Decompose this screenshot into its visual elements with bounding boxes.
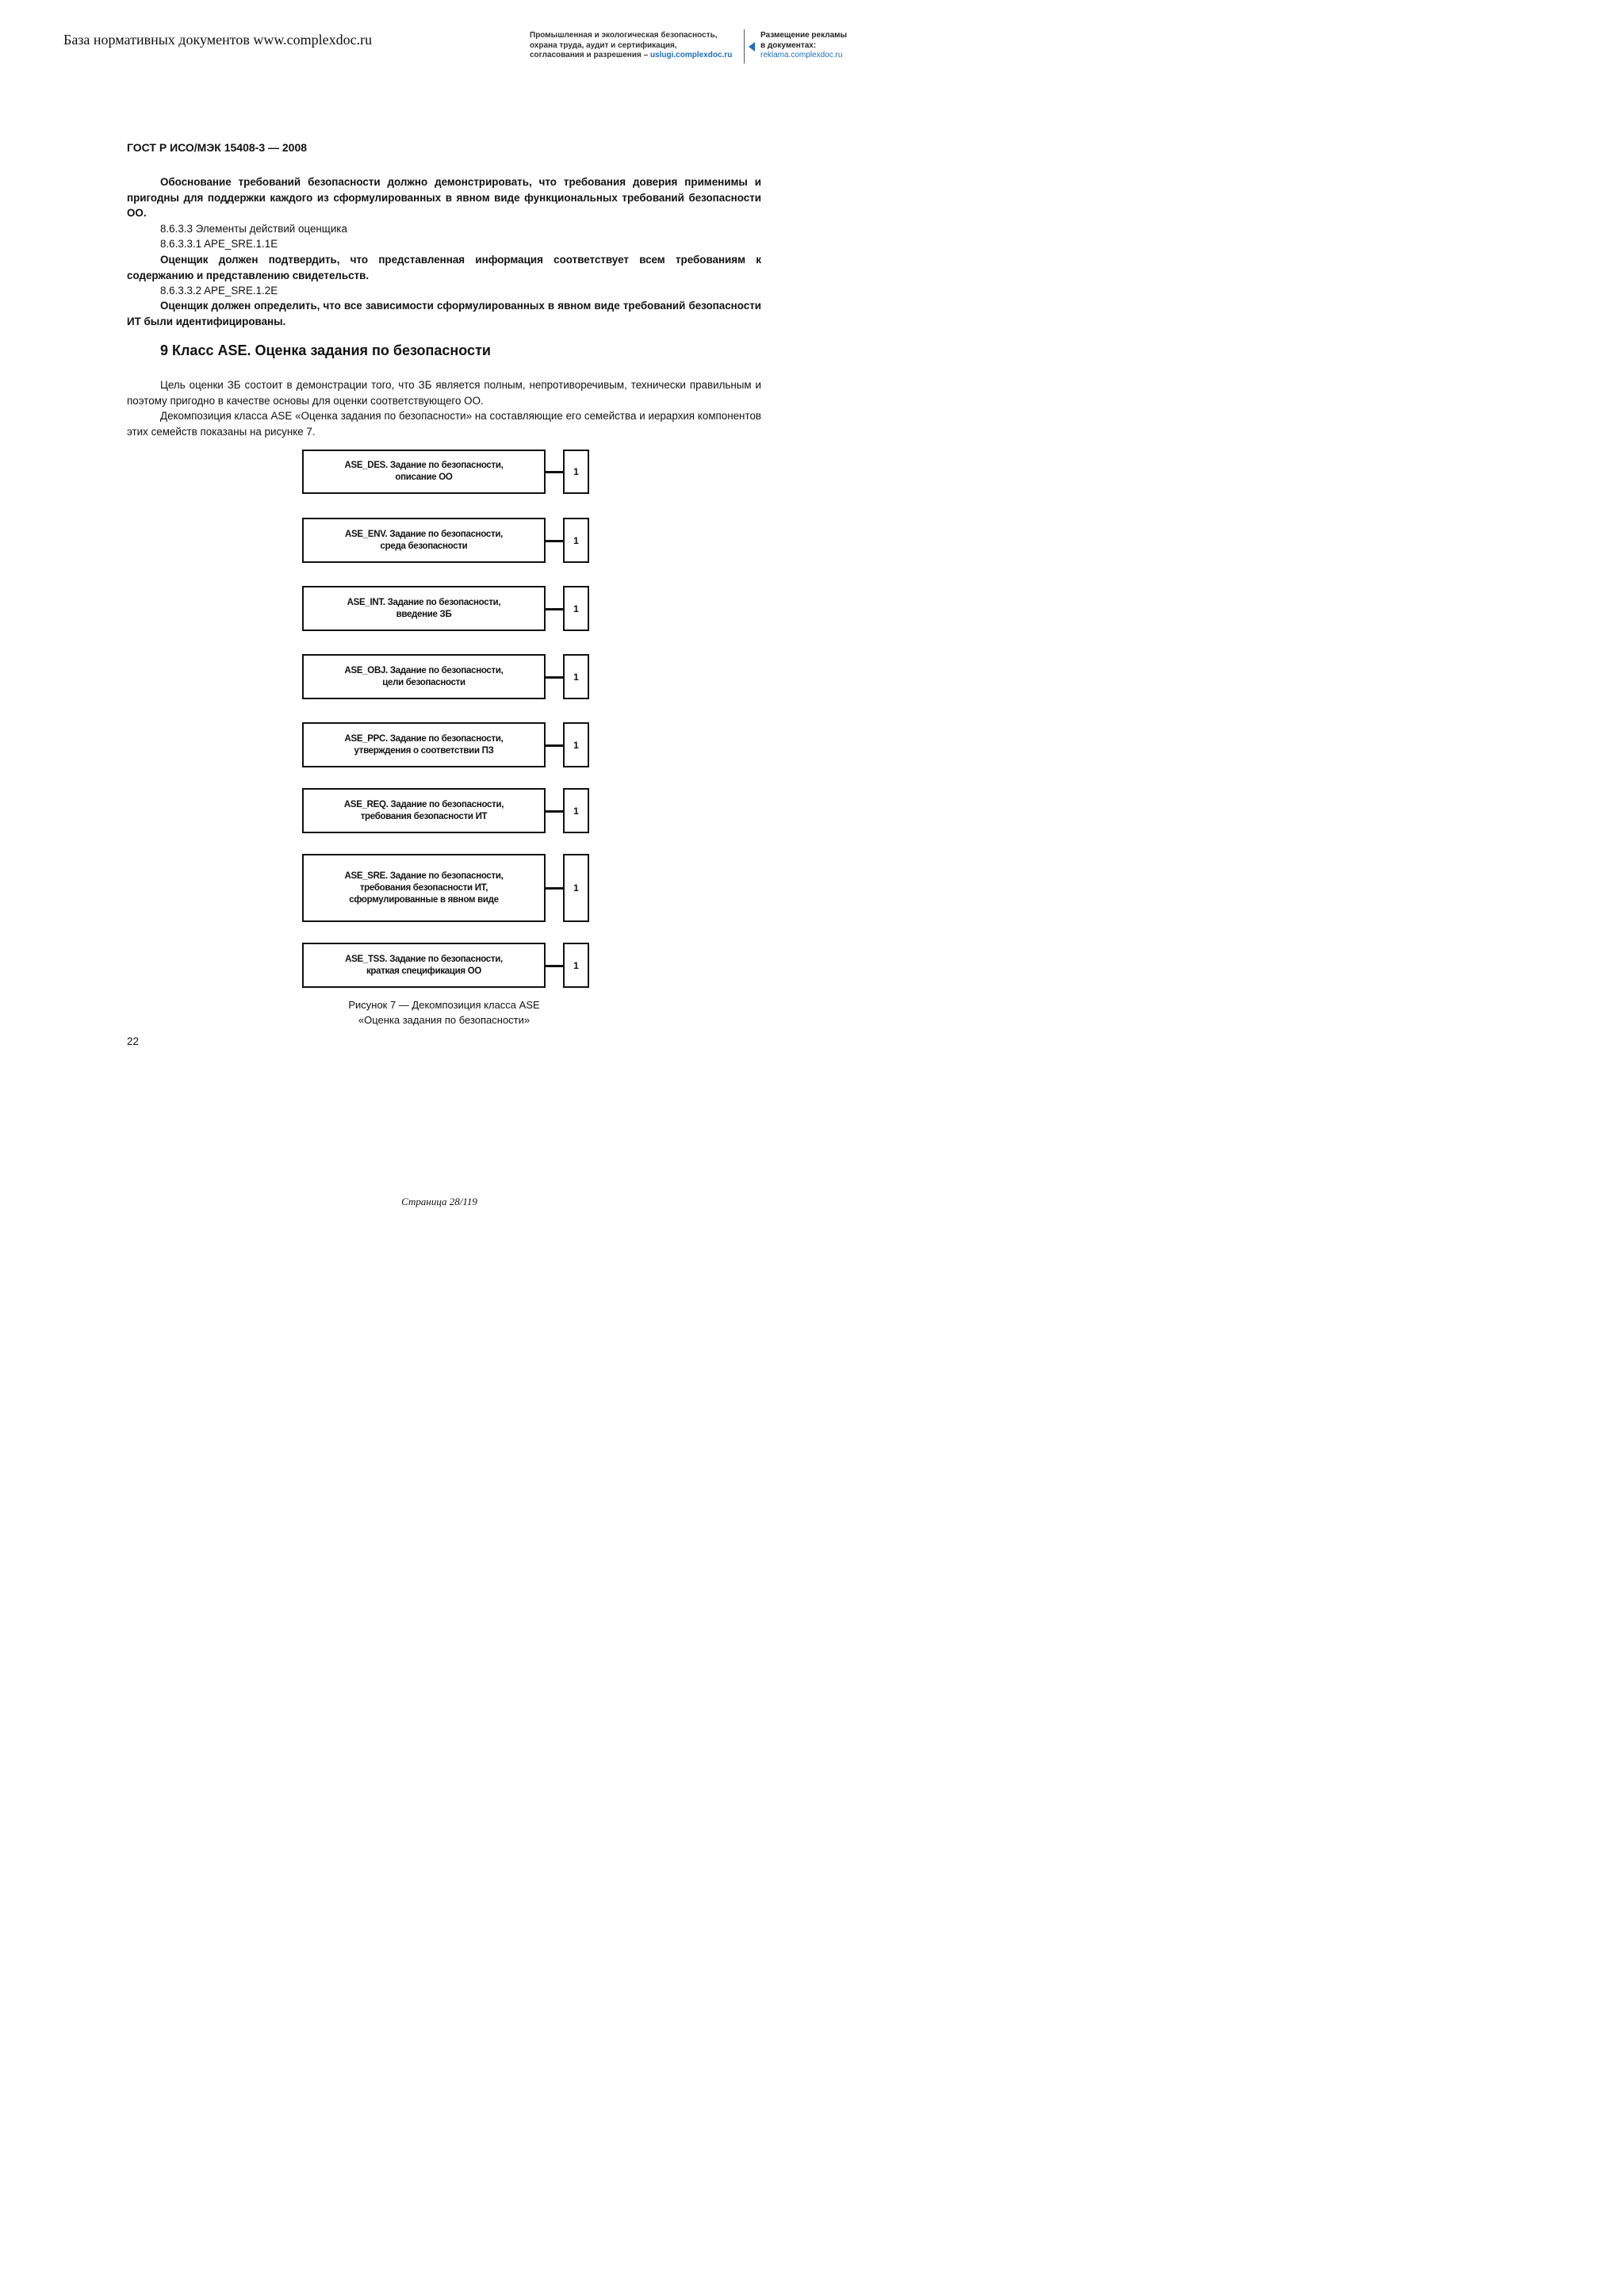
footer-page-indicator: Страница 28/119 [401,1196,477,1207]
section-heading: 9 Класс ASE. Оценка задания по безопасности [160,342,491,358]
connector-line [546,965,563,967]
component-level-box [563,518,589,563]
component-level: 1 [573,882,579,894]
paragraph: Оценщик должен подтвердить, что представленная информация соответствует всем требованиям к содержанию и представлению свидетельств. [127,254,761,281]
component-level: 1 [573,805,579,817]
header-services-line: Промышленная и экологическая безопасность, [530,31,718,40]
family-label: ASE_DES. Задание по безопасности, описание ОО [344,461,504,482]
connector-line [546,676,563,679]
clause-heading: 8.6.3.3 Элементы действий оценщика [160,223,347,235]
services-link[interactable]: uslugi.complexdoc.ru [649,51,733,59]
component-level: 1 [573,534,579,546]
family-box [302,518,546,563]
site-title: База нормативных документов www.complexdoc.ru [63,32,373,48]
component-level-box [563,654,589,699]
family-label: ASE_SRE. Задание по безопасности, требования безопасности ИТ, сформулированные в явном виде [344,871,504,905]
connector-line [546,540,563,542]
component-level-box [563,586,589,631]
family-box [302,450,546,494]
component-level-box [563,722,589,767]
paragraph: Оценщик должен определить, что все зависимости сформулированных в явном виде требований безопасности ИТ были идентифицированы. [127,300,761,327]
family-box [302,654,546,699]
component-level: 1 [573,671,579,683]
header-ads-block [760,31,847,61]
connector-line [546,471,563,473]
ads-link[interactable]: reklama.complexdoc.ru [760,51,843,59]
page-number: 22 [127,1035,140,1047]
header-divider [744,29,745,63]
component-level: 1 [573,466,579,477]
header-ads-line: Размещение рекламы [760,31,848,40]
header-services-line [530,51,732,61]
paragraph: Обоснование требований безопасности должно демонстрировать, что требования доверия применимы и пригодны для поддержки каждого из сформулированных в явном виде функциональных требований безопасности ОО. [127,176,761,219]
component-level-box [563,450,589,494]
paragraph: Декомпозиция класса ASE «Оценка задания по безопасности» на составляющие его семейства и иерархия компонентов этих семейств показаны на рисунке 7. [127,410,761,438]
connector-line [546,887,563,890]
component-level-box [563,943,589,988]
clause-heading: 8.6.3.3.2 APE_SRE.1.2E [160,285,278,297]
family-label: ASE_PPC. Задание по безопасности, утверждения о соответствии ПЗ [344,733,504,756]
clause-heading: 8.6.3.3.1 APE_SRE.1.1E [160,238,278,250]
connector-line [546,810,563,813]
component-level-box [563,854,589,922]
figure-caption: Рисунок 7 — Декомпозиция класса ASE «Оценка задания по безопасности» [348,999,540,1026]
component-level: 1 [573,959,579,971]
header-services-line: охрана труда, аудит и сертификация, [530,40,677,50]
connector-line [546,608,563,610]
component-level-box [563,788,589,833]
family-label: ASE_OBJ. Задание по безопасности, цели безопасности [344,665,504,687]
family-box [302,854,546,922]
family-box [302,586,546,631]
document-id: ГОСТ Р ИСО/МЭК 15408-3 — 2008 [127,141,308,154]
arrow-left-icon [749,42,755,52]
header-services-block [530,31,732,61]
family-box [302,943,546,988]
family-label: ASE_INT. Задание по безопасности, введение ЗБ [347,597,501,619]
family-label: ASE_TSS. Задание по безопасности, краткая спецификация ОО [345,954,503,976]
family-label: ASE_ENV. Задание по безопасности, среда безопасности [345,529,503,551]
component-level: 1 [573,603,579,614]
connector-line [546,744,563,747]
family-label: ASE_REQ. Задание по безопасности, требования безопасности ИТ [343,799,504,821]
family-box [302,788,546,833]
paragraph: Цель оценки ЗБ состоит в демонстрации того, что ЗБ является полным, непротиворечивым, технически правильным и поэтому пригодно в качестве основы для оценки соответствующего ОО. [127,379,761,407]
component-level: 1 [573,739,579,751]
header-ads-line: в документах: [760,40,817,50]
header-services-prefix: согласования и разрешения – [530,51,650,59]
family-box [302,722,546,767]
